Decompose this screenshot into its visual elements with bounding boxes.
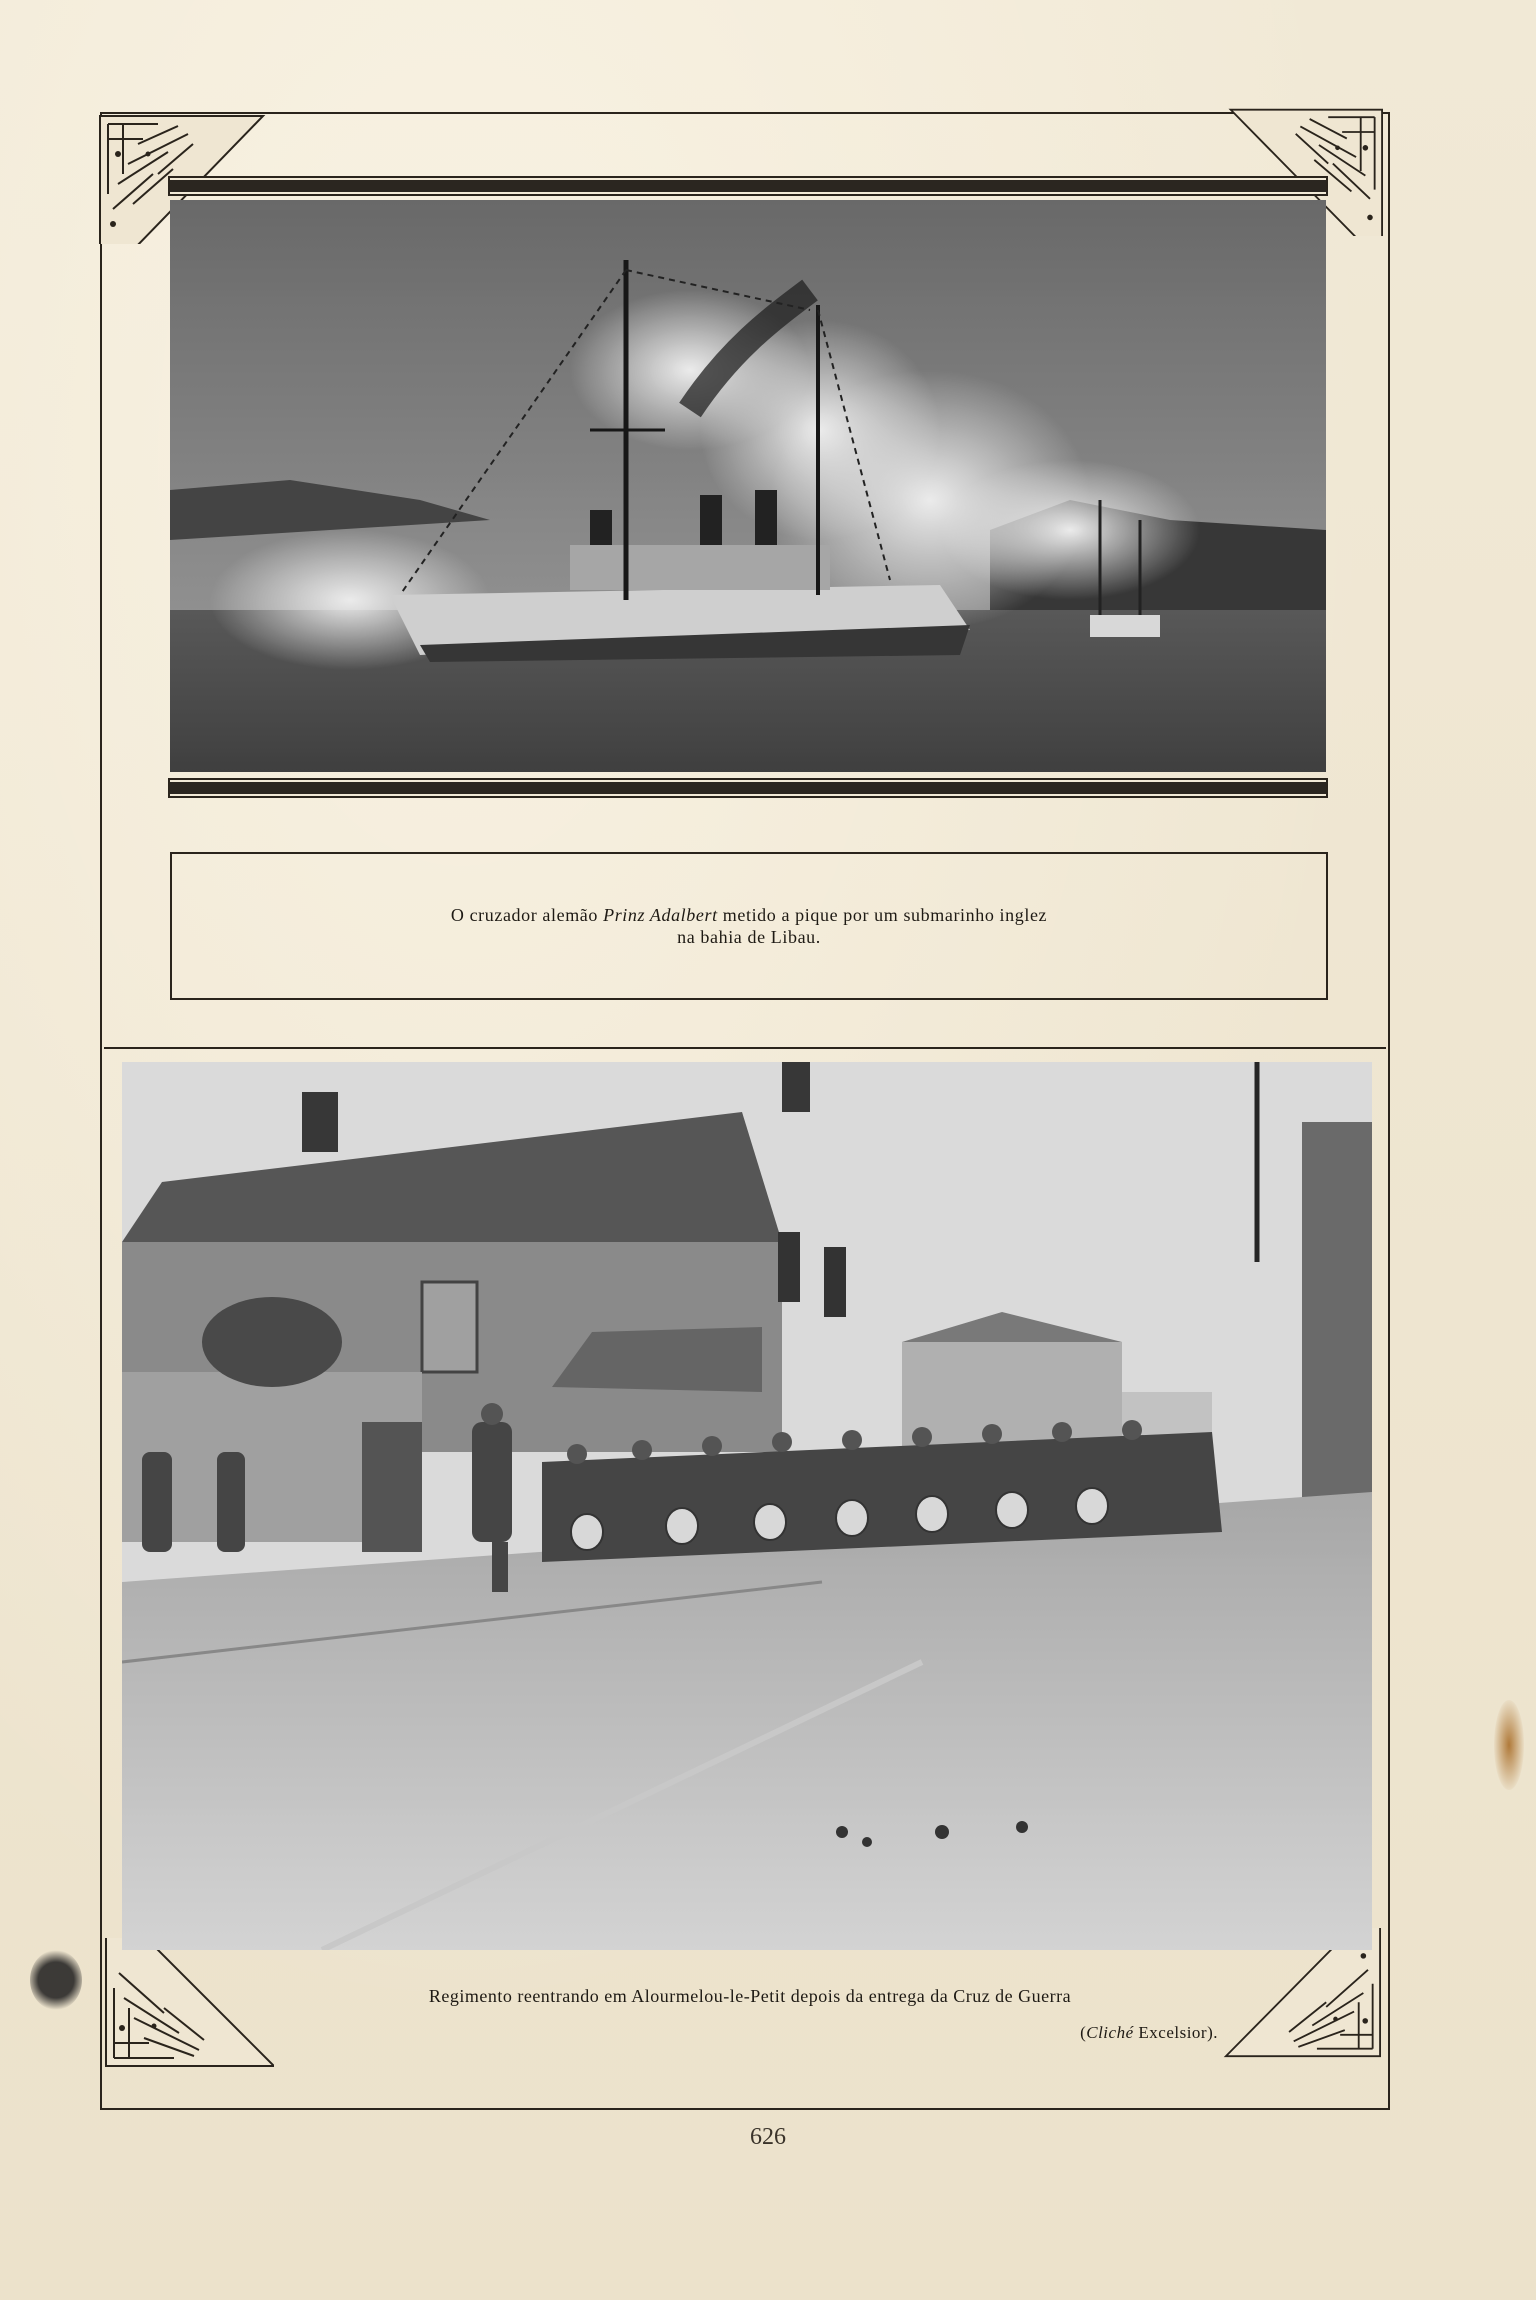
page-number: 626 — [750, 2124, 786, 2150]
cruiser-caption-line-1 — [451, 904, 1047, 926]
corner-ornament-bottom-left — [104, 1938, 274, 2068]
cruiser-photograph — [170, 200, 1326, 772]
credit-cliche: Cliché — [1086, 2023, 1134, 2042]
photo-credit — [1080, 2023, 1218, 2043]
credit-source: Excelsior). — [1133, 2023, 1218, 2042]
regiment-photograph — [122, 1062, 1372, 1950]
regiment-caption: Regimento reentrando em Alourmelou-le-Petit depois da entrega da Cruz de Guerra — [428, 1986, 1072, 2006]
photo-top-bar — [170, 178, 1326, 194]
regiment-photo-image — [122, 1062, 1372, 1950]
caption-text: O cruzador alemão — [450, 905, 604, 925]
cruiser-photo-image — [170, 200, 1326, 772]
ink-stain — [30, 1950, 82, 2010]
section-divider — [104, 1047, 1386, 1049]
rust-stain — [1494, 1700, 1524, 1790]
caption-text: metido a pique por um submarinho inglez — [717, 905, 1048, 925]
cruiser-caption-line-2: na bahia de Libau. — [677, 927, 821, 947]
credit-paren: ( — [1080, 2023, 1087, 2042]
cruiser-caption-box — [170, 852, 1328, 1000]
photo-bottom-bar — [170, 780, 1326, 796]
ship-name: Prinz Adalbert — [603, 905, 718, 925]
